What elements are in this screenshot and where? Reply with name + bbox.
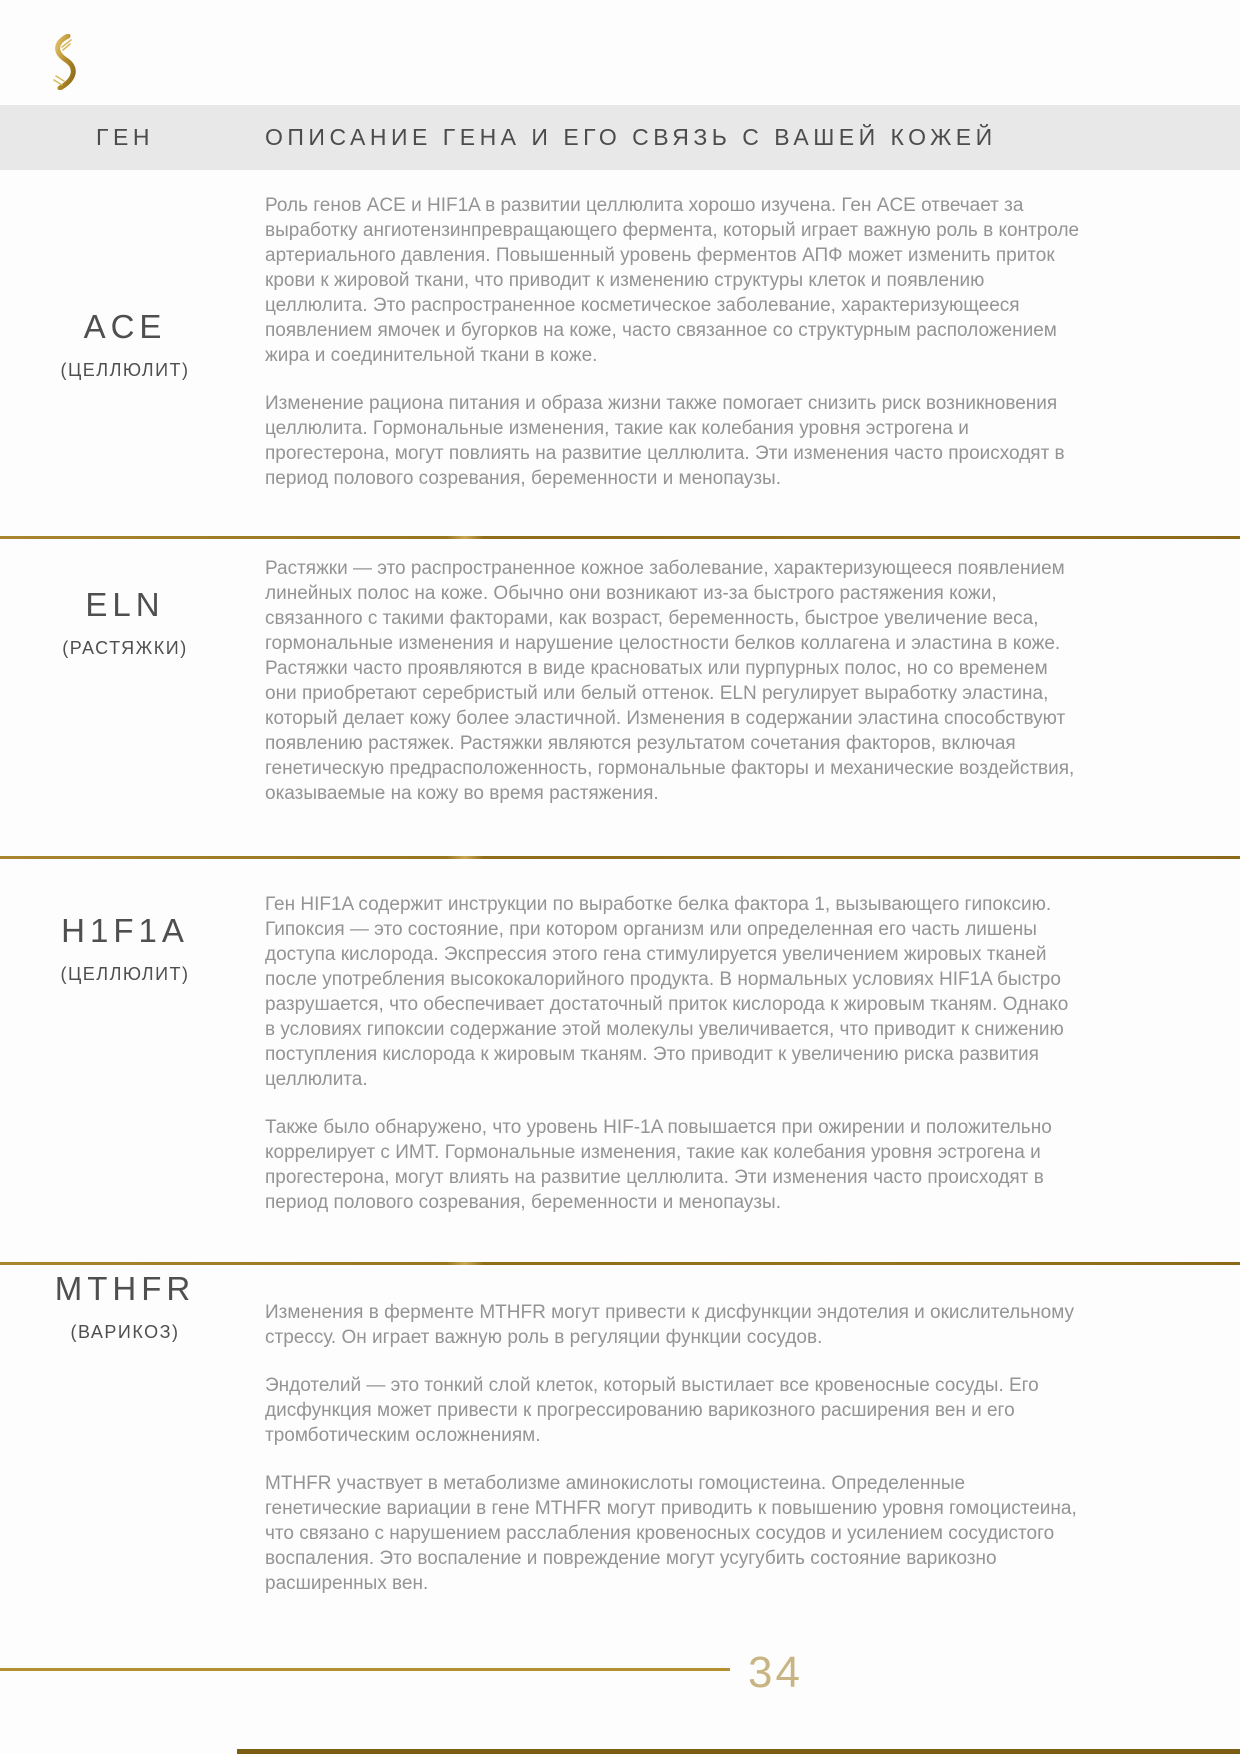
gene-cell-eln: [0, 586, 250, 659]
gene-name: MTHFR: [54, 1270, 196, 1307]
gene-cell-h1f1a: [0, 912, 250, 985]
gene-name: H1F1A: [61, 912, 189, 949]
footer-rule: [0, 1668, 730, 1671]
row-divider: [0, 1262, 1240, 1265]
gene-cell-mthfr: [0, 1270, 250, 1343]
description-paragraph: Также было обнаружено, что уровень HIF-1A повышается при ожирении и положительно коррелирует с ИМТ. Гормональные изменения, такие как колебания уровня эстрогена и прогестерона, могут влиять на развитие целлюлита. Эти изменения часто происходят в период полового созревания, беременности и менопаузы.: [265, 1117, 1052, 1213]
gene-description-mthfr: [265, 1300, 1080, 1619]
gene-name: ACE: [83, 308, 167, 345]
description-paragraph: MTHFR участвует в метаболизме аминокислоты гомоцистеина. Определенные генетические вариации в гене MTHFR могут приводить к повышению уровня гомоцистеина, что связано с нарушением расслабления кровеносных сосудов и усилением сосудистого воспаления. Это воспаление и повреждение могут усугубить состояние варикозно расширенных вен.: [265, 1473, 1077, 1594]
gene-condition: (ЦЕЛЛЮЛИТ): [60, 360, 190, 380]
description-paragraph: Изменение рациона питания и образа жизни также помогает снизить риск возникновения целлюлита. Гормональные изменения, такие как колебания уровня эстрогена и прогестерона, могут повлиять на развитие целлюлита. Эти изменения часто происходят в период полового созревания, беременности и менопаузы.: [265, 393, 1065, 489]
description-paragraph: Роль генов ACE и HIF1A в развитии целлюлита хорошо изучена. Ген ACE отвечает за выработку ангиотензинпревращающего фермента, который играет важную роль в контроле артериального давления. Повышенный уровень ферментов АПФ может изменить приток крови к жировой ткани, что приводит к изменению структуры клеток и появлению целлюлита. Это распространенное косметическое заболевание, характеризующееся появлением ямочек и бугорков на коже, часто связанное со структурным расположением жира и соединительной ткани в коже.: [265, 195, 1080, 366]
row-divider: [0, 856, 1240, 859]
column-header-gene: ГЕН: [96, 124, 154, 150]
page-number: 34: [748, 1648, 803, 1697]
gene-condition: (ВАРИКОЗ): [70, 1322, 180, 1342]
bottom-edge-bar: [237, 1749, 1240, 1754]
gene-cell-ace: [0, 308, 250, 381]
column-header-description: ОПИСАНИЕ ГЕНА И ЕГО СВЯЗЬ С ВАШЕЙ КОЖЕЙ: [265, 124, 997, 150]
description-paragraph: Ген HIF1A содержит инструкции по выработке белка фактора 1, вызывающего гипоксию. Гипоксия — это состояние, при котором организм или определенная его часть лишены доступа кислорода. Экспрессия этого гена стимулируется увеличением жировых тканей после употребления высококалорийного продукта. В нормальных условиях HIF1A быстро разрушается, что обеспечивает достаточный приток кислорода к жировым тканям. Однако в условиях гипоксии содержание этой молекулы увеличивается, что приводит к снижению поступления кислорода к жировым тканям. Это приводит к увеличению риска развития целлюлита.: [265, 894, 1069, 1090]
gene-description-h1f1a: [265, 892, 1080, 1238]
description-paragraph: Растяжки — это распространенное кожное заболевание, характеризующееся появлением линейных полос на коже. Обычно они возникают из-за быстрого растяжения кожи, связанного с такими факторами, как возраст, беременность, быстрое увеличение веса, гормональные изменения и нарушение целостности белков коллагена и эластина в коже. Растяжки часто проявляются в виде красноватых или пурпурных полос, но со временем они приобретают серебристый или белый оттенок. ELN регулирует выработку эластина, который делает кожу более эластичной. Изменения в содержании эластина способствуют появлению растяжек. Растяжки являются результатом сочетания факторов, включая генетическую предрасположенность, гормональные факторы и механические воздействия, оказываемые на кожу во время растяжения.: [265, 558, 1075, 804]
gene-condition: (ЦЕЛЛЮЛИТ): [60, 964, 190, 984]
description-paragraph: Изменения в ферменте MTHFR могут привести к дисфункции эндотелия и окислительному стрессу. Он играет важную роль в регуляции функции сосудов.: [265, 1302, 1074, 1348]
gene-name: ELN: [85, 586, 165, 623]
row-divider: [0, 536, 1240, 539]
dna-helix-icon: [44, 34, 80, 90]
description-paragraph: Эндотелий — это тонкий слой клеток, который выстилает все кровеносные сосуды. Его дисфункция может привести к прогрессированию варикозного расширения вен и его тромботическим осложнениям.: [265, 1375, 1039, 1446]
gene-description-ace: [265, 193, 1080, 514]
gene-condition: (РАСТЯЖКИ): [62, 638, 188, 658]
table-header-row: [0, 105, 1240, 170]
gene-description-eln: [265, 556, 1080, 829]
